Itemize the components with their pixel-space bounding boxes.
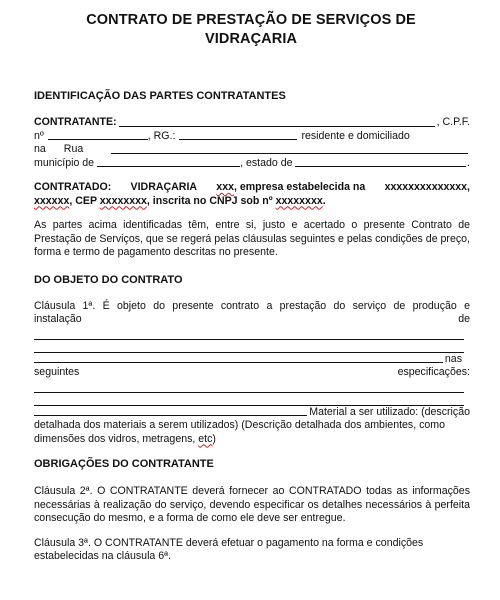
estado-label: , estado de [240, 156, 293, 169]
section-heading-partes: IDENTIFICAÇÃO DAS PARTES CONTRATANTES [34, 90, 286, 102]
contratado-block [34, 181, 470, 208]
clausula-2: Cláusula 2ª. O CONTRATANTE deverá fornecer ao CONTRATADO todas as informações necessárias à realização do serviço, devendo especificar os detalhes necessários à perfeita consecução do mesmo, e a forma de como ele deve ser entregue. [34, 485, 470, 524]
contratado-empresa: , empresa estabelecida na [233, 181, 366, 193]
clausula-1-line-nas [34, 353, 470, 367]
contratado-address-cont: xxxxxx [34, 194, 70, 207]
blank-line-4 [34, 380, 464, 393]
title-line-1: CONTRATO DE PRESTAÇÃO DE SERVIÇOS DE [86, 12, 416, 28]
contratado-end: . [322, 194, 326, 207]
residente-label: residente e domiciliado [301, 129, 410, 142]
blank-line-3 [34, 362, 443, 363]
rg-blank [179, 139, 297, 140]
title-line-2: VIDRAÇARIA [204, 31, 298, 47]
blank-line-5 [34, 393, 464, 406]
contratante-name-blank [119, 126, 435, 127]
estado-blank [295, 166, 467, 167]
clausula-1-tail-end: ) [212, 432, 216, 445]
instalacao-label: instalação [34, 313, 82, 325]
contratante-block [34, 116, 470, 170]
cnpj-label: , inscrita no CNPJ sob nº [146, 194, 276, 207]
numero-label: nº [34, 129, 44, 142]
clausula-1-line-material [34, 406, 470, 420]
clausula-1 [34, 300, 470, 447]
contratado-line-2 [34, 195, 470, 209]
contratado-line-1 [34, 181, 470, 195]
rua-blank [111, 153, 468, 154]
na-label: na [34, 143, 46, 155]
rua-label: Rua [63, 143, 84, 155]
blank-line-2 [34, 340, 464, 353]
clausula-1-tail [34, 419, 470, 446]
clausula-1-line-especificacoes [34, 366, 470, 380]
rg-label: , RG.: [147, 129, 176, 142]
especificacoes-label: especificações: [397, 366, 470, 378]
document-title [32, 11, 470, 49]
clausula-3: Cláusula 3ª. O CONTRATANTE deverá efetuar o pagamento na forma e condições estabelecidas na cláusula 6ª. [34, 536, 424, 562]
clausula-1-tail-text: detalhada dos materiais a serem utilizados) (Descrição detalhada dos ambientes, como dimensões dos vidros, metragens, [34, 419, 446, 445]
clausula-1-line-2 [34, 313, 470, 327]
intro-paragraph: As partes acima identificadas têm, entre si, justo e acertado o presente Contrato de Prestação de Serviços, que se regerá pelas cláusulas seguintes e pelas condições de preço, forma e termo de pagamento descritas no presente. [34, 219, 470, 258]
cep-value: xxxxxxxx [99, 194, 147, 207]
municipio-label: município de [34, 156, 95, 169]
contratado-address: xxxxxxxxxxxxxx, [384, 181, 470, 193]
contratante-label: CONTRATANTE: [34, 116, 117, 128]
etc-text: etc [198, 432, 213, 445]
contratado-name: VIDRAÇARIA [130, 181, 198, 193]
contratado-xxx: xxx [216, 181, 234, 193]
contratante-line-1 [34, 116, 470, 130]
cnpj-value: xxxxxxxx [275, 194, 323, 207]
municipio-blank [97, 166, 240, 167]
seguintes-label: seguintes [34, 366, 80, 378]
nas-label: nas [444, 352, 462, 365]
section-heading-objeto: DO OBJETO DO CONTRATO [34, 273, 183, 286]
cpf-number-blank [48, 139, 148, 140]
clausula-1-line-1: Cláusula 1ª. É objeto do presente contrato a prestação do serviço de produção e [34, 299, 470, 312]
contratante-line-2 [34, 130, 470, 144]
blank-line-6 [34, 415, 307, 416]
blank-line-1 [34, 327, 464, 340]
contratante-line-4 [34, 157, 470, 171]
material-label: Material a ser utilizado: (descrição [309, 405, 470, 418]
section-heading-obrigacoes: OBRIGAÇÕES DO CONTRATANTE [34, 458, 214, 470]
contract-document [34, 11, 470, 564]
contratante-line-3 [34, 143, 470, 157]
estado-end: . [467, 156, 470, 169]
de-label: de [458, 313, 470, 325]
cep-label: , CEP [69, 194, 100, 207]
cpf-label: , C.P.F. [436, 116, 470, 128]
contratado-label: CONTRATADO: [34, 181, 112, 193]
